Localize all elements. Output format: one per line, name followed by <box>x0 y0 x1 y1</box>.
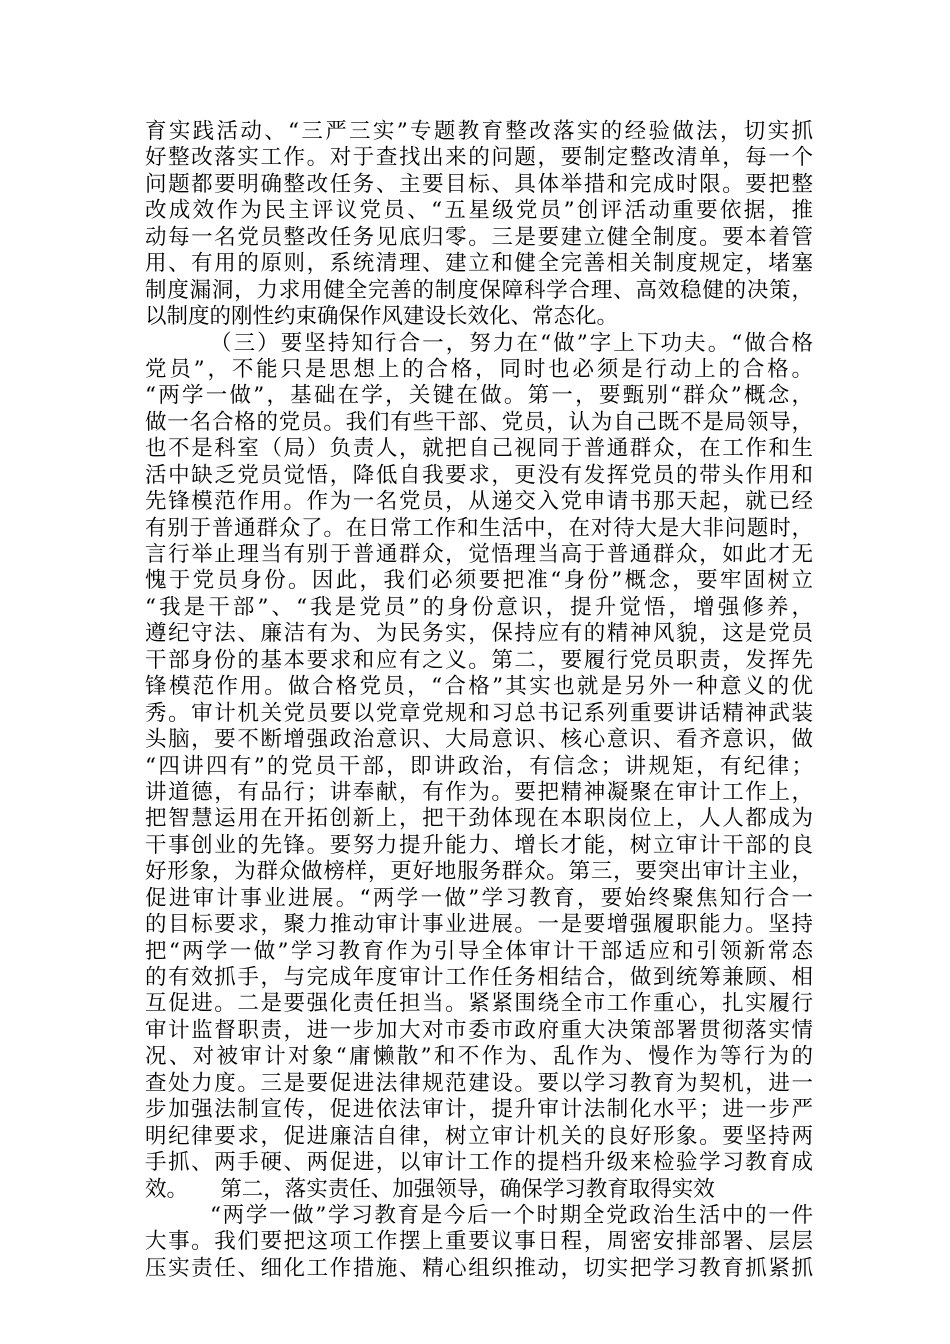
text-line: 愧于党员身份。因此，我们必须要把准“身份”概念，要牢固树立 <box>145 568 813 594</box>
text-line: 大事。我们要把这项工作摆上重要议事日程，周密安排部署、层层 <box>145 1229 813 1255</box>
text-line: 的有效抓手，与完成年度审计工作任务相结合，做到统筹兼顾、相 <box>145 965 813 990</box>
text-line: 把智慧运用在开拓创新上，把干劲体现在本职岗位上，人人都成为 <box>145 806 813 832</box>
text-line: “两学一做”，基础在学，关键在做。第一，要甄别“群众”概念， <box>145 383 813 409</box>
text-line: 讲道德，有品行；讲奉献，有作为。要把精神凝聚在审计工作上， <box>145 779 813 805</box>
body-text <box>145 119 813 1282</box>
text-line: 做一名合格的党员。我们有些干部、党员，认为自己既不是局领导， <box>145 409 813 435</box>
text-line: 况、对被审计对象“庸懒散”和不作为、乱作为、慢作为等行为的 <box>145 1044 813 1070</box>
text-line: 查处力度。三是要促进法律规范建设。要以学习教育为契机，进一 <box>145 1070 813 1096</box>
text-line: 制度漏洞，力求用健全完善的制度保障科学合理、高效稳健的决策， <box>145 277 813 303</box>
text-line: 党员”，不能只是思想上的合格，同时也必须是行动上的合格。 <box>145 356 813 382</box>
text-line: 改成效作为民主评议党员、“五星级党员”创评活动重要依据，推 <box>145 198 813 224</box>
text-line: 明纪律要求，促进廉洁自律，树立审计机关的良好形象。要坚持两 <box>145 1123 813 1149</box>
text-line: 效。 第二，落实责任、加强领导，确保学习教育取得实效 <box>145 1176 715 1202</box>
text-line: 言行举止理当有别于普通群众，觉悟理当高于普通群众，如此才无 <box>145 542 813 567</box>
text-line: 压实责任、细化工作措施、精心组织推动，切实把学习教育抓紧抓 <box>145 1255 813 1281</box>
text-line: “我是干部”、“我是党员”的身份意识，提升觉悟，增强修养， <box>145 594 813 620</box>
text-line: 活中缺乏党员觉悟，降低自我要求，更没有发挥党员的带头作用和 <box>145 462 813 488</box>
text-line: 用、有用的原则，系统清理、建立和健全完善相关制度规定，堵塞 <box>145 251 813 277</box>
text-line: 把“两学一做”学习教育作为引导全体审计干部适应和引领新常态 <box>145 938 813 964</box>
text-line: 有别于普通群众了。在日常工作和生活中，在对待大是大非问题时， <box>145 515 813 541</box>
text-line: 步加强法制宣传，促进依法审计，提升审计法制化水平；进一步严 <box>145 1097 813 1123</box>
text-line: 动每一名党员整改任务见底归零。三是要建立健全制度。要本着管 <box>145 224 813 250</box>
text-line: 干事创业的先锋。要努力提升能力、增长才能，树立审计干部的良 <box>145 832 813 858</box>
text-line: 审计监督职责，进一步加大对市委市政府重大决策部署贯彻落实情 <box>145 1017 813 1043</box>
text-line: 秀。审计机关党员要以党章党规和习总书记系列重要讲话精神武装 <box>145 700 813 726</box>
text-line: “两学一做”学习教育是今后一个时期全党政治生活中的一件 <box>210 1202 813 1228</box>
text-line: 锋模范作用。做合格党员，“合格”其实也就是另外一种意义的优 <box>145 674 813 700</box>
text-line: 也不是科室（局）负责人，就把自己视同于普通群众，在工作和生 <box>145 436 813 462</box>
text-line: （三）要坚持知行合一，努力在“做”字上下功夫。“做合格 <box>210 330 813 356</box>
text-line: 好整改落实工作。对于查找出来的问题，要制定整改清单，每一个 <box>145 145 813 171</box>
text-line: 的目标要求，聚力推动审计事业进展。一是要增强履职能力。坚持 <box>145 912 813 938</box>
text-line: 手抓、两手硬、两促进，以审计工作的提档升级来检验学习教育成 <box>145 1150 813 1176</box>
text-line: 干部身份的基本要求和应有之义。第二，要履行党员职责，发挥先 <box>145 647 813 673</box>
text-line: 遵纪守法、廉洁有为、为民务实，保持应有的精神风貌，这是党员 <box>145 621 813 647</box>
text-line: 问题都要明确整改任务、主要目标、具体举措和完成时限。要把整 <box>145 171 813 197</box>
text-line: 育实践活动、“三严三实”专题教育整改落实的经验做法，切实抓 <box>145 119 813 144</box>
text-line: 先锋模范作用。作为一名党员，从递交入党申请书那天起，就已经 <box>145 489 813 515</box>
text-line: 头脑，要不断增强政治意识、大局意识、核心意识、看齐意识，做 <box>145 727 813 753</box>
text-line: 互促进。二是要强化责任担当。紧紧围绕全市工作重心，扎实履行 <box>145 991 813 1017</box>
text-line: 以制度的刚性约束确保作风建设长效化、常态化。 <box>145 304 619 330</box>
text-line: “四讲四有”的党员干部，即讲政治，有信念；讲规矩，有纪律； <box>145 753 813 779</box>
text-line: 促进审计事业进展。“两学一做”学习教育，要始终聚焦知行合一 <box>145 885 813 911</box>
text-line: 好形象，为群众做榜样，更好地服务群众。第三，要突出审计主业， <box>145 859 813 885</box>
